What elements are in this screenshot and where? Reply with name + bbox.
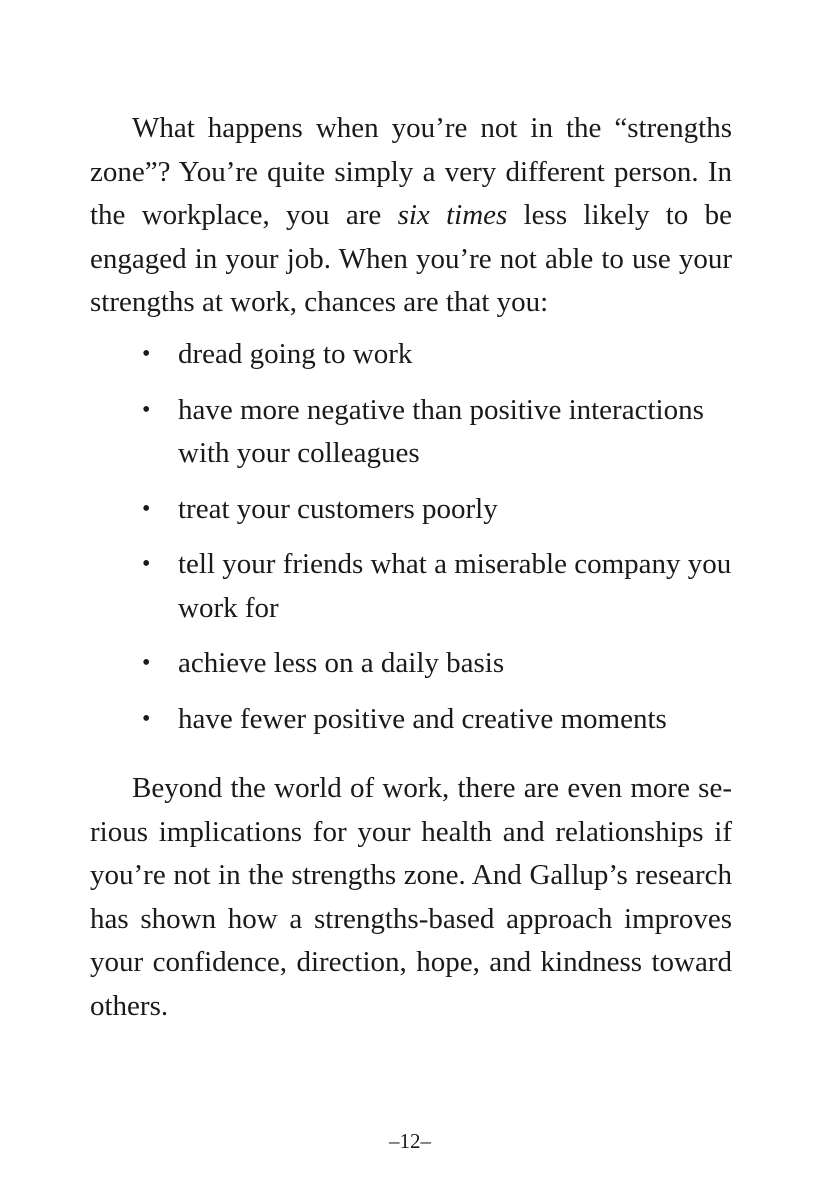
- intro-italic-emphasis: six times: [397, 199, 508, 231]
- list-item-text: achieve less on a daily basis: [178, 647, 505, 679]
- bullet-icon: •: [142, 396, 151, 423]
- page-number: –12–: [389, 1129, 431, 1153]
- list-item: [138, 389, 738, 476]
- list-item-text: have more negative than positive interactions with your colleagues: [178, 393, 704, 469]
- list-item-text: dread going to work: [178, 338, 413, 370]
- bullet-icon: •: [142, 341, 151, 367]
- bullet-icon: •: [142, 650, 151, 676]
- list-item: [138, 543, 738, 630]
- closing-paragraph: [90, 767, 732, 1028]
- list-item: [138, 642, 738, 686]
- intro-text-after-italic: less likely to be engaged in your job. When you’re not able to use your strengths at work, chances are that you:: [90, 199, 732, 318]
- consequences-list: [138, 333, 738, 753]
- intro-text-before-italic: What happens when you’re not in the “strengths zone”? You’re quite simply a very different person. In the workplace, you are: [90, 112, 732, 231]
- bullet-icon: •: [142, 705, 151, 732]
- intro-paragraph: [90, 107, 732, 325]
- bullet-icon: •: [142, 495, 151, 522]
- list-item: [138, 488, 738, 532]
- list-item: [138, 333, 738, 377]
- closing-paragraph-text: Beyond the world of work, there are even more se-rious implications for your health and relationships if you’re not in the strengths zone. And Gallup’s research has shown how a strengths-based approach improves your confidence, direction, hope, and kindness toward others.: [90, 772, 732, 1022]
- list-item: [138, 698, 738, 742]
- bullet-icon: •: [142, 551, 151, 577]
- list-item-text: treat your customers poorly: [178, 492, 498, 525]
- list-item-text: tell your friends what a miserable company you work for: [178, 548, 732, 624]
- list-item-text: have fewer positive and creative moments: [178, 702, 667, 735]
